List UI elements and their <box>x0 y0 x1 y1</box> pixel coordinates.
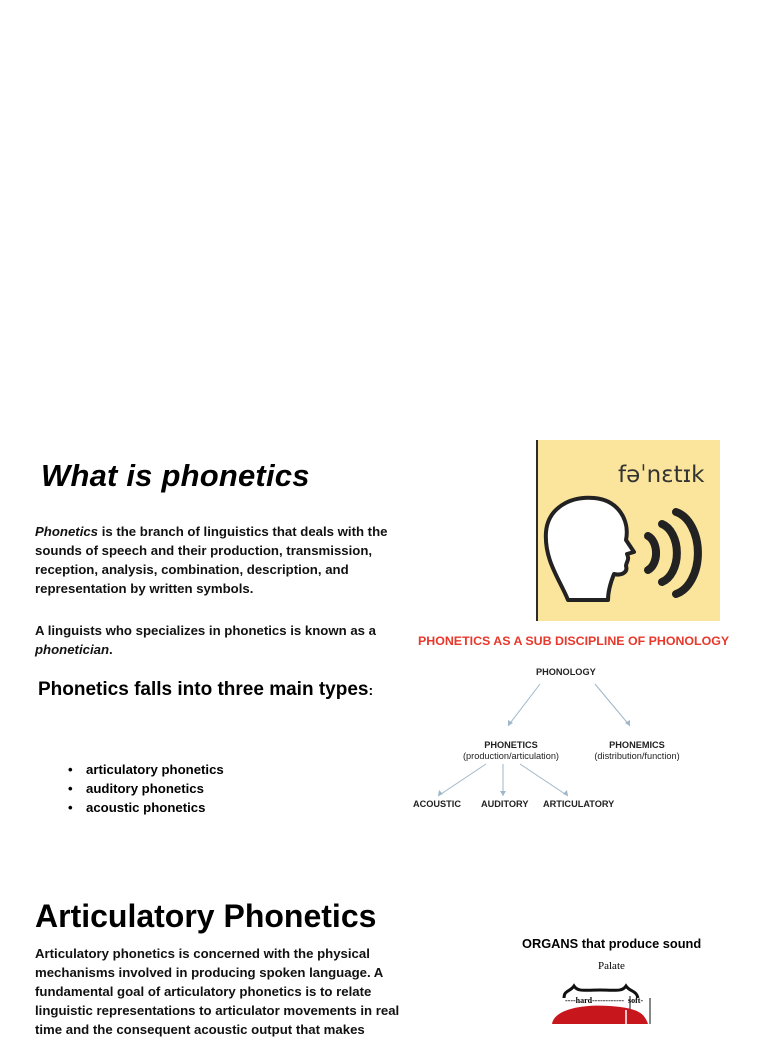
list-item: • acoustic phonetics <box>68 798 224 817</box>
tree-leaf-auditory: AUDITORY <box>481 799 529 809</box>
articulatory-paragraph: Articulatory phonetics is concerned with the physical mechanisms involved in producing spoken language. A fundamental goal of articulatory phonetics is to relate linguistic representations to articulator movements in real time and the consequent acoustic output that makes <box>35 946 400 1037</box>
palate-label: Palate <box>598 960 625 972</box>
tree-node-phonemics-sub: (distribution/function) <box>594 751 680 761</box>
types-heading <box>38 678 398 702</box>
tree-node-phonetics <box>458 740 564 762</box>
phonetician-prefix: A linguists who specializes in phonetics is known as a <box>35 623 377 638</box>
tree-leaf-articulatory: ARTICULATORY <box>543 799 615 809</box>
speaking-head-icon <box>538 440 720 621</box>
tree-diagram-title: PHONETICS AS A SUB DISCIPLINE OF PHONOLOGY <box>418 634 730 648</box>
tree-connector-lines <box>400 660 720 810</box>
tree-node-phonetics-sub: (production/articulation) <box>462 751 559 761</box>
list-item: • auditory phonetics <box>68 779 224 798</box>
slide-title-articulatory-phonetics: Articulatory Phonetics <box>35 898 377 934</box>
soft-palate-label: soft- <box>628 996 644 1005</box>
hard-palate-label: ----hard------------ <box>565 996 625 1005</box>
organs-label: ORGANS that produce sound <box>522 936 702 951</box>
phonetician-term: phonetician <box>35 642 109 657</box>
definition-text: is the branch of linguistics that deals with the sounds of speech and their production, transmission, reception, analysis, combination, description, and representation by written symbols. <box>35 524 388 596</box>
ipa-transcription: fəˈnɛtɪk <box>618 462 705 488</box>
types-heading-colon: : <box>368 682 374 698</box>
phonetician-paragraph <box>35 621 405 659</box>
phonetics-illustration <box>536 440 720 621</box>
types-heading-text: Phonetics falls into three main types <box>38 679 369 700</box>
slide-title-phonetics: What is phonetics <box>41 458 310 493</box>
tree-node-phonemics <box>588 740 686 762</box>
list-item: • articulatory phonetics <box>68 760 224 779</box>
tree-node-phonology: PHONOLOGY <box>536 667 596 677</box>
phonetician-suffix: . <box>109 642 113 657</box>
tree-node-phonetics-name: PHONETICS <box>484 740 538 750</box>
tree-node-phonemics-name: PHONEMICS <box>609 740 665 750</box>
phonetics-term: Phonetics <box>35 524 99 539</box>
definition-paragraph <box>35 522 405 598</box>
phonetics-types-list <box>68 760 224 817</box>
tree-leaf-acoustic: ACOUSTIC <box>413 799 461 809</box>
